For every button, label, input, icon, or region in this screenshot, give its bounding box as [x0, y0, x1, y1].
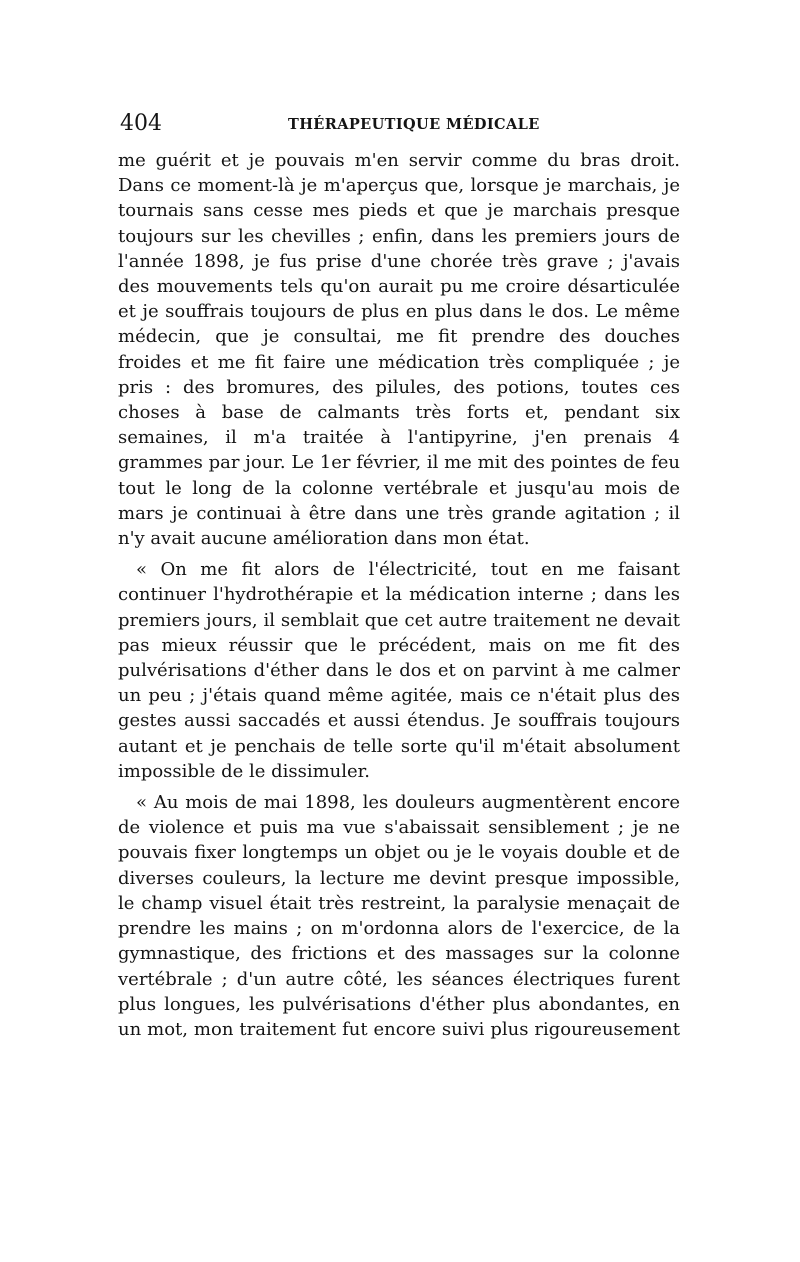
paragraph-3: « Au mois de mai 1898, les douleurs augmentèrent encore de violence et puis ma vue s'abaissait sensiblement ; je ne pouvais fixer longtemps un objet ou je le voyais double et de diverses couleurs, la lecture me devint presque impossible, le champ visuel était très restreint, la paralysie menaçait de prendre les mains ; on m'ordonna alors de l'exercice, de la gymnastique, des frictions et des massages sur la colonne vertébrale ; d'un autre côté, les séances électriques furent plus longues, les pulvérisations d'éther plus abondantes, en un mot, mon traitement fut encore suivi plus rigoureusement: [118, 792, 680, 1040]
paragraph-2: « On me fit alors de l'électricité, tout en me faisant continuer l'hydrothérapie et la médication interne ; dans les premiers jours, il semblait que cet autre traitement ne devait pas mieux réussir que le précédent, mais on me fit des pulvérisations d'éther dans le dos et on parvint à me calmer un peu ; j'étais quand même agitée, mais ce n'était plus des gestes aussi saccadés et aussi étendus. Je souffrais toujours autant et je penchais de telle sorte qu'il m'était absolument impossible de le dissimuler.: [118, 559, 680, 782]
book-page: [118, 108, 680, 1042]
page-number: 404: [120, 111, 162, 136]
running-title: THÉRAPEUTIQUE MÉDICALE: [288, 116, 540, 133]
body-text: [118, 148, 680, 1042]
paragraph-1: me guérit et je pouvais m'en servir comme du bras droit. Dans ce moment-là je m'aperçus que, lorsque je marchais, je tournais sans cesse mes pieds et que je marchais presque toujours sur les chevilles ; enfin, dans les premiers jours de l'année 1898, je fus prise d'une chorée très grave ; j'avais des mouvements tels qu'on aurait pu me croire désarticulée et je souffrais toujours de plus en plus dans le dos. Le même médecin, que je consultai, me fit prendre des douches froides et me fit faire une médication très compliquée ; je pris : des bromures, des pilules, des potions, toutes ces choses à base de calmants très forts et, pendant six semaines, il m'a traitée à l'antipyrine, j'en prenais 4 grammes par jour. Le 1er février, il me mit des pointes de feu tout le long de la colonne vertébrale et jusqu'au mois de mars je continuai à être dans une très grande agitation ; il n'y avait aucune amélioration dans mon état.: [118, 150, 680, 550]
page-header: [118, 108, 680, 148]
